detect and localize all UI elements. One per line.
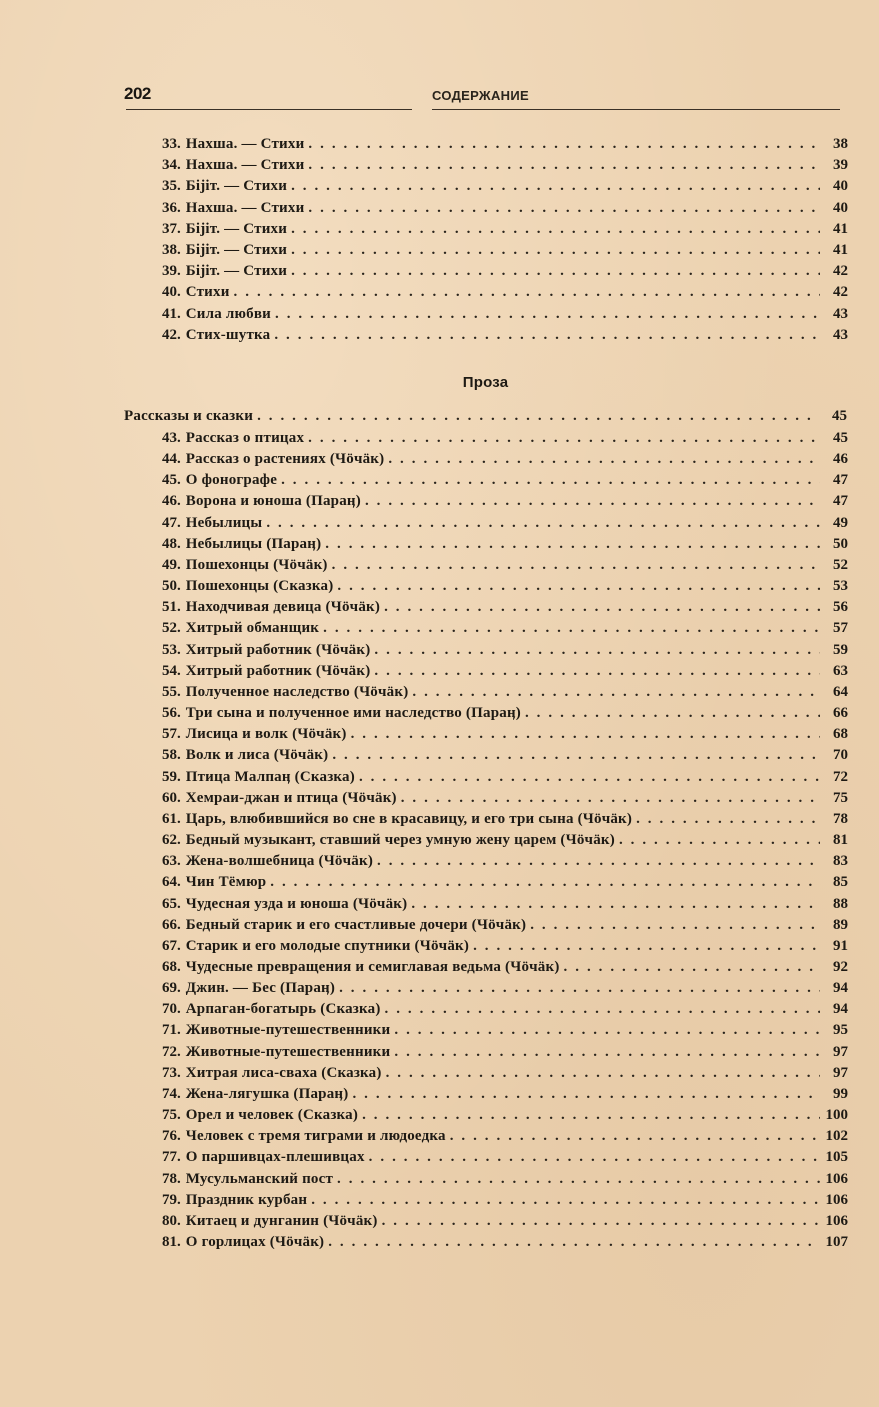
toc-entry-page: 85 [833, 874, 848, 891]
toc-entry-number: 74. [162, 1085, 181, 1102]
toc-entry[interactable] [162, 155, 848, 176]
toc-entry-title: Бijiт. — Стихи [185, 220, 288, 237]
toc-entry-page: 97 [833, 1043, 848, 1060]
section-heading-prose [0, 374, 879, 391]
toc-entry-number: 40. [162, 284, 181, 301]
toc-entry-number: 34. [162, 157, 181, 174]
toc-entry[interactable] [162, 1084, 848, 1105]
toc-entry-title: Нахша. — Стихи [185, 136, 305, 152]
toc-entry-page: 66 [833, 705, 848, 722]
toc-entry[interactable] [162, 325, 848, 346]
toc-entry[interactable] [162, 1020, 848, 1041]
toc-entry-title: Мусульманский пост [185, 1170, 334, 1187]
dot-leader [374, 661, 820, 682]
toc-entry-title: Арпаган-богатырь (Сказка) [185, 1001, 381, 1018]
toc-entry-page: 40 [833, 199, 848, 216]
toc-entry-page: 106 [825, 1191, 848, 1208]
toc-entry[interactable] [162, 470, 848, 491]
toc-entry-number: 76. [162, 1128, 181, 1145]
dot-leader [394, 1020, 820, 1041]
page-number: 202 [124, 84, 151, 103]
dot-leader [388, 449, 820, 470]
toc-entry-number: 61. [162, 810, 181, 827]
toc-entry-number: 65. [162, 895, 181, 912]
toc-entry[interactable] [162, 682, 848, 703]
toc-entry-number: 80. [162, 1212, 181, 1229]
dot-leader [281, 470, 820, 491]
toc-entry-number: 37. [162, 220, 181, 237]
toc-entry-number: 38. [162, 242, 181, 258]
toc-entry-page: 94 [833, 980, 848, 997]
toc-entry[interactable] [162, 576, 848, 597]
toc-entry[interactable] [162, 1042, 848, 1063]
toc-entry-number: 55. [162, 683, 181, 700]
toc-entry-number: 69. [162, 980, 181, 997]
toc-entry-page: 47 [833, 493, 848, 510]
toc-entry-page: 100 [825, 1107, 848, 1124]
toc-entry-number: 56. [162, 705, 181, 722]
toc-entry-page: 68 [833, 726, 848, 743]
toc-entry[interactable] [162, 597, 848, 618]
dot-leader [308, 155, 820, 176]
toc-entry[interactable] [162, 134, 848, 155]
toc-entry-title: Хитрый работник (Чӧчӓк) [185, 641, 371, 658]
toc-entry[interactable] [162, 1211, 848, 1232]
toc-entry-title: Бедный музыкант, ставший через умную жену царем (Чӧчӓк) [185, 832, 615, 849]
toc-subsection-row[interactable] [124, 406, 847, 427]
dot-leader [291, 176, 820, 197]
toc-entry-title: Бijiт. — Стихи [185, 263, 288, 280]
toc-entry-number: 42. [162, 326, 181, 343]
toc-entry-page: 95 [833, 1022, 848, 1039]
dot-leader [636, 809, 820, 830]
dot-leader [377, 851, 820, 872]
toc-entry[interactable] [162, 198, 848, 219]
toc-entry-page: 40 [833, 178, 848, 195]
dot-leader [450, 1126, 820, 1147]
toc-entry[interactable] [162, 661, 848, 682]
toc-entry-number: 68. [162, 959, 181, 975]
dot-leader [328, 1232, 819, 1253]
toc-entry[interactable] [162, 894, 848, 915]
header-rule-left [126, 109, 412, 110]
toc-entry[interactable] [162, 915, 848, 936]
toc-entry[interactable] [162, 745, 848, 766]
toc-entry[interactable] [162, 640, 848, 661]
toc-entry[interactable] [162, 1105, 848, 1126]
toc-entry[interactable] [162, 1190, 848, 1211]
toc-entry-title: Праздник курбан [185, 1191, 308, 1208]
toc-entry-title: Стихи [185, 284, 230, 301]
toc-entry-page: 38 [833, 136, 848, 152]
toc-entry-number: 72. [162, 1043, 181, 1060]
toc-entry-number: 44. [162, 451, 181, 468]
toc-entry-page: 49 [833, 514, 848, 531]
toc-entry-page: 106 [825, 1212, 848, 1229]
toc-entry-page: 50 [833, 535, 848, 552]
toc-entry[interactable] [162, 491, 848, 512]
toc-entry-page: 99 [833, 1085, 848, 1102]
toc-entry-page: 97 [833, 1064, 848, 1081]
toc-entry-page: 107 [825, 1234, 848, 1251]
toc-entry[interactable] [162, 788, 848, 809]
toc-entry-number: 78. [162, 1170, 181, 1187]
toc-entry-title: Лисица и волк (Чӧчӓк) [185, 726, 347, 743]
toc-entry-number: 49. [162, 556, 181, 573]
toc-entry-title: Жена-волшебница (Чӧчӓк) [185, 853, 374, 870]
toc-entry-number: 81. [162, 1234, 181, 1251]
dot-leader [369, 1147, 820, 1168]
toc-entry-title: Рассказ о растениях (Чӧчӓк) [185, 451, 385, 468]
toc-entry-title: Стих-шутка [185, 326, 271, 343]
toc-entry-number: 63. [162, 853, 181, 870]
dot-leader [619, 830, 820, 851]
toc-entry-number: 62. [162, 832, 181, 849]
toc-entry-number: 79. [162, 1191, 181, 1208]
toc-entry-page: 53 [833, 578, 848, 595]
toc-entry-page: 57 [833, 620, 848, 637]
toc-entry-page: 83 [833, 853, 848, 870]
toc-entry[interactable] [162, 534, 848, 555]
dot-leader [385, 999, 820, 1020]
dot-leader [365, 491, 820, 512]
dot-leader [359, 767, 820, 788]
dot-leader [411, 894, 820, 915]
toc-entry-number: 75. [162, 1107, 181, 1124]
toc-entry-title: Ворона и юноша (Парaӊ) [185, 493, 361, 510]
toc-entry[interactable] [162, 936, 848, 957]
toc-entry-title: Китаец и дунганин (Чӧчӓк) [185, 1212, 378, 1229]
toc-entry-title: Чудесные превращения и семиглавая ведьма (Чӧчӓк) [185, 959, 560, 975]
toc-entry-title: Пошехонцы (Чӧчӓк) [185, 556, 328, 573]
toc-entry[interactable] [162, 282, 848, 303]
toc-entry[interactable] [162, 1169, 848, 1190]
page-header [124, 84, 848, 114]
dot-leader [234, 282, 820, 303]
dot-leader [394, 1042, 820, 1063]
dot-leader [308, 428, 820, 449]
toc-entry-number: 51. [162, 599, 181, 616]
dot-leader [384, 597, 820, 618]
toc-entry-title: Джин. — Бес (Парaӊ) [185, 980, 336, 997]
running-title: СОДЕРЖАНИЕ [432, 88, 529, 103]
toc-entry-title: Сила любви [185, 305, 272, 322]
toc-entry-title: Старик и его молодые спутники (Чӧчӓк) [185, 937, 470, 954]
toc-entry[interactable] [162, 449, 848, 470]
toc-entry-number: 77. [162, 1149, 181, 1166]
toc-entry[interactable] [162, 851, 848, 872]
toc-entry-title: Нахша. — Стихи [185, 199, 305, 216]
toc-entry-page: 56 [833, 599, 848, 616]
toc-entry[interactable] [162, 978, 848, 999]
dot-leader [291, 219, 820, 240]
toc-entry-title: Хемраи-джан и птица (Чӧчӓк) [185, 789, 397, 806]
dot-leader [351, 724, 820, 745]
toc-entry[interactable] [162, 1232, 848, 1253]
toc-entry[interactable] [162, 1147, 848, 1168]
toc-entry-page: 70 [833, 747, 848, 764]
toc-entry[interactable] [162, 513, 848, 534]
dot-leader [291, 240, 820, 261]
toc-entry-title: Человек с тремя тиграми и людоедка [185, 1128, 446, 1145]
dot-leader [332, 555, 820, 576]
toc-entry-number: 50. [162, 578, 181, 595]
toc-entry-page: 43 [833, 305, 848, 322]
toc-entry-title: Животные-путешественники [185, 1043, 391, 1060]
toc-entry-number: 71. [162, 1022, 181, 1039]
toc-entry-page: 39 [833, 157, 848, 174]
toc-entry-number: 58. [162, 747, 181, 764]
dot-leader [311, 1190, 819, 1211]
toc-entry-number: 59. [162, 768, 181, 785]
toc-entry-page: 52 [833, 556, 848, 573]
toc-entry[interactable] [162, 724, 848, 745]
toc-entry[interactable] [162, 1126, 848, 1147]
toc-entry-page: 45 [833, 430, 848, 446]
toc-entry-title: Царь, влюбившийся во сне в красавицу, и его три сына (Чӧчӓк) [185, 810, 633, 827]
toc-entry-title: О горлицах (Чӧчӓк) [185, 1234, 325, 1251]
toc-entry-page: 41 [833, 220, 848, 237]
toc-entry-page: 42 [833, 284, 848, 301]
dot-leader [275, 304, 820, 325]
toc-entry-number: 41. [162, 305, 181, 322]
toc-entry-title: Жена-лягушка (Парaӊ) [185, 1085, 349, 1102]
dot-leader [352, 1084, 820, 1105]
toc-entry-page: 91 [833, 937, 848, 954]
toc-entry-number: 39. [162, 263, 181, 280]
toc-entry-title: Бедный старик и его счастливые дочери (Чӧчӓк) [185, 916, 527, 933]
toc-entry-title: Нахша. — Стихи [185, 157, 305, 174]
dot-leader [530, 915, 820, 936]
toc-entry-number: 66. [162, 916, 181, 933]
dot-leader [337, 1169, 819, 1190]
toc-entry-page: 106 [825, 1170, 848, 1187]
toc-entry-title: Бijiт. — Стихи [185, 178, 288, 195]
toc-entry-number: 47. [162, 514, 181, 531]
toc-entry-number: 45. [162, 472, 181, 489]
dot-leader [337, 576, 820, 597]
toc-entry[interactable] [162, 261, 848, 282]
toc-entry[interactable] [162, 555, 848, 576]
toc-entry-page: 81 [833, 832, 848, 849]
dot-leader [270, 872, 820, 893]
dot-leader [412, 682, 820, 703]
toc-entry[interactable] [162, 219, 848, 240]
toc-entry-page: 92 [833, 959, 848, 975]
dot-leader [257, 406, 819, 427]
toc-entry-title: Орел и человек (Сказка) [185, 1107, 359, 1124]
toc-entry-page: 102 [825, 1128, 848, 1145]
toc-entry-number: 53. [162, 641, 181, 658]
toc-entry-number: 60. [162, 789, 181, 806]
toc-entry-number: 43. [162, 430, 181, 446]
toc-entry-number: 57. [162, 726, 181, 743]
toc-entry[interactable] [162, 240, 848, 261]
toc-entry-number: 33. [162, 136, 181, 152]
toc-entry-page: 63 [833, 662, 848, 679]
header-rule-right [432, 109, 840, 110]
dot-leader [339, 978, 820, 999]
toc-entry-page: 64 [833, 683, 848, 700]
dot-leader [362, 1105, 819, 1126]
section-heading-text: Проза [462, 374, 509, 391]
dot-leader [332, 745, 820, 766]
toc-subsection-page: 45 [832, 408, 847, 424]
toc-entry-title: Небылицы (Парaӊ) [185, 535, 322, 552]
toc-entry-title: Птица Малпaӊ (Сказка) [185, 768, 355, 785]
toc-entry-number: 70. [162, 1001, 181, 1018]
toc-entry[interactable] [162, 830, 848, 851]
toc-entry-number: 52. [162, 620, 181, 637]
toc-entry-page: 42 [833, 263, 848, 280]
toc-entry[interactable] [162, 176, 848, 197]
toc-entry-page: 78 [833, 810, 848, 827]
toc-entry-title: Рассказ о птицах [185, 430, 305, 446]
dot-leader [564, 957, 820, 978]
toc-entry-page: 105 [825, 1149, 848, 1166]
toc-entry-title: Небылицы [185, 514, 263, 531]
dot-leader [323, 618, 820, 639]
toc-entry-page: 72 [833, 768, 848, 785]
toc-entry-title: Чудесная узда и юноша (Чӧчӓк) [185, 895, 408, 912]
toc-entry-number: 48. [162, 535, 181, 552]
toc-entry-title: Бijiт. — Стихи [185, 242, 288, 258]
toc-entry[interactable] [162, 304, 848, 325]
toc-entry-page: 89 [833, 916, 848, 933]
toc-entry-number: 64. [162, 874, 181, 891]
toc-entry-number: 54. [162, 662, 181, 679]
toc-entry-title: Хитрый работник (Чӧчӓк) [185, 662, 371, 679]
toc-entry-title: О паршивцах-плешивцах [185, 1149, 365, 1166]
dot-leader [291, 261, 820, 282]
toc-entry-title: Хитрая лиса-сваха (Сказка) [185, 1064, 382, 1081]
toc-entry-title: Животные-путешественники [185, 1022, 391, 1039]
toc-entry-title: Полученное наследство (Чӧчӓк) [185, 683, 409, 700]
dot-leader [274, 325, 820, 346]
toc-entry-title: Хитрый обманщик [185, 620, 320, 637]
toc-entry-page: 46 [833, 451, 848, 468]
toc-subsection-title: Рассказы и сказки [124, 408, 254, 424]
dot-leader [266, 513, 820, 534]
toc-entry[interactable] [162, 428, 848, 449]
toc-entry-page: 75 [833, 789, 848, 806]
toc-entry-page: 94 [833, 1001, 848, 1018]
dot-leader [386, 1063, 820, 1084]
toc-entry-page: 59 [833, 641, 848, 658]
toc-entry-page: 41 [833, 242, 848, 258]
dot-leader [325, 534, 820, 555]
toc-entry-page: 47 [833, 472, 848, 489]
dot-leader [308, 198, 820, 219]
toc-entry[interactable] [162, 872, 848, 893]
dot-leader [401, 788, 820, 809]
toc-entry[interactable] [162, 767, 848, 788]
toc-entry-number: 67. [162, 937, 181, 954]
toc-entry[interactable] [162, 999, 848, 1020]
toc-entry[interactable] [162, 618, 848, 639]
toc-entry-title: Находчивая девица (Чӧчӓк) [185, 599, 381, 616]
toc-entry-page: 88 [833, 895, 848, 912]
toc-entry-title: Чин Тёмюр [185, 874, 267, 891]
toc-entry[interactable] [162, 957, 848, 978]
toc-entry-title: О фонографе [185, 472, 278, 489]
toc-entry[interactable] [162, 703, 848, 724]
dot-leader [525, 703, 820, 724]
dot-leader [382, 1211, 820, 1232]
toc-entry-number: 46. [162, 493, 181, 510]
toc-entry-title: Три сына и полученное ими наследство (Парaӊ) [185, 705, 521, 722]
toc-entry-page: 43 [833, 326, 848, 343]
dot-leader [374, 640, 820, 661]
toc-entry-number: 36. [162, 199, 181, 216]
dot-leader [473, 936, 820, 957]
dot-leader [308, 134, 820, 155]
toc-entry[interactable] [162, 1063, 848, 1084]
toc-entry-number: 35. [162, 178, 181, 195]
toc-entry[interactable] [162, 809, 848, 830]
toc-entry-title: Пошехонцы (Сказка) [185, 578, 334, 595]
toc-entry-title: Волк и лиса (Чӧчӓк) [185, 747, 329, 764]
toc-entry-number: 73. [162, 1064, 181, 1081]
